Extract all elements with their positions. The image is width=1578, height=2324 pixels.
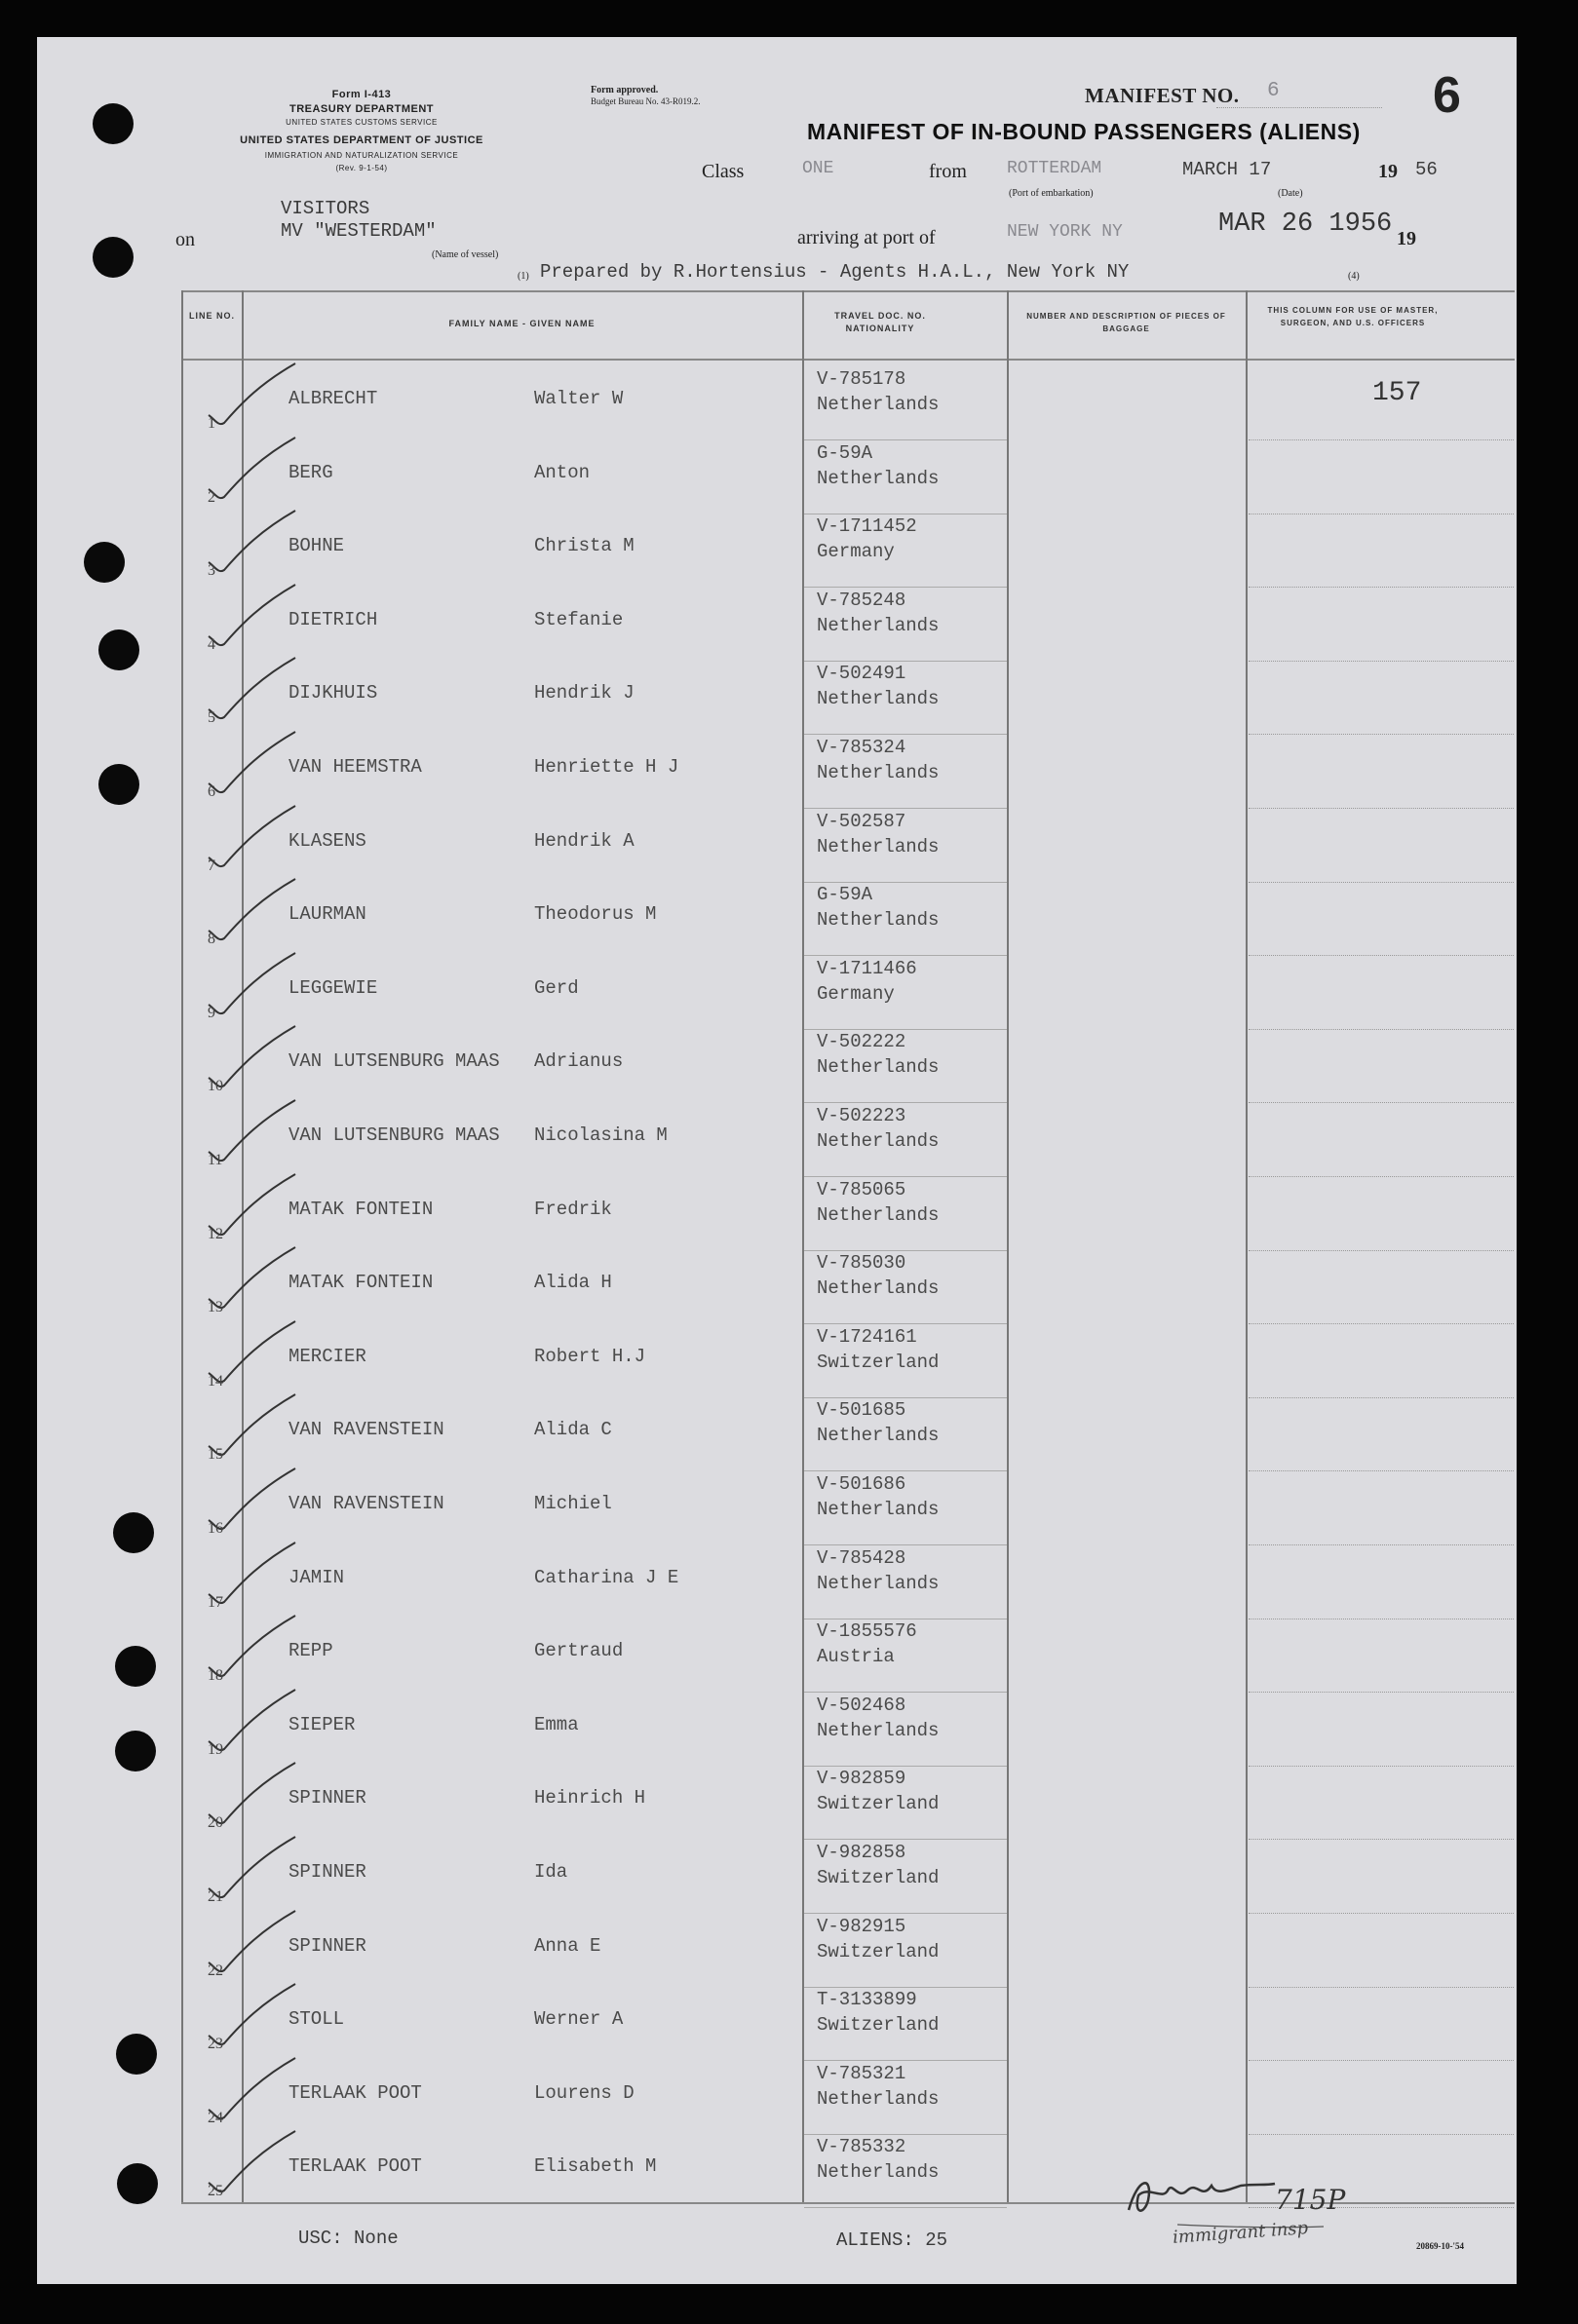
arrival-date: MARCH 17 [1182, 159, 1272, 180]
nationality: Netherlands [817, 1425, 940, 1447]
family-name: DIJKHUIS [289, 682, 378, 705]
table-row [37, 1397, 1517, 1471]
budget-bureau: Budget Bureau No. 43-R019.2. [591, 96, 701, 106]
form-code: 20869-10-'54 [1416, 2241, 1464, 2251]
line-number: 9 [208, 1004, 215, 1021]
travel-doc [817, 1029, 939, 1080]
given-name: Stefanie [534, 608, 624, 630]
travel-doc [817, 2061, 939, 2112]
nationality: Netherlands [817, 835, 940, 857]
given-name: Alida C [534, 1419, 612, 1441]
prepared-by: Prepared by R.Hortensius - Agents H.A.L., New York NY [540, 261, 1130, 283]
given-name: Henriette H J [534, 756, 679, 778]
aliens-count: ALIENS: 25 [836, 2229, 948, 2251]
given-name: Anton [534, 461, 591, 483]
family-name: LAURMAN [289, 903, 366, 926]
year-prefix: 19 [1378, 161, 1398, 182]
line-number: 13 [208, 1299, 223, 1316]
visitors-label: VISITORS [281, 198, 370, 219]
form-approved: Form approved. [591, 85, 659, 95]
given-name: Walter W [534, 388, 624, 409]
line-number: 19 [208, 1740, 223, 1758]
family-name: MERCIER [289, 1345, 366, 1367]
given-name: Elisabeth M [534, 2155, 657, 2178]
family-name: SPINNER [289, 1787, 366, 1810]
given-name: Alida H [534, 1272, 612, 1294]
given-name: Michiel [534, 1493, 612, 1514]
table-row [37, 588, 1517, 662]
line-number: 15 [208, 1446, 223, 1464]
nationality: Netherlands [817, 1056, 940, 1079]
given-name: Robert H.J [534, 1345, 646, 1367]
table-row [37, 1840, 1517, 1914]
line-number: 12 [208, 1225, 223, 1242]
given-name: Adrianus [534, 1050, 624, 1073]
line-number: 5 [208, 709, 215, 727]
line-number: 18 [208, 1667, 223, 1685]
binder-hole-3 [84, 542, 125, 583]
family-name: VAN HEEMSTRA [289, 756, 422, 778]
travel-doc-number: V-1855576 [817, 1620, 917, 1643]
travel-doc [817, 514, 917, 564]
travel-doc [817, 1250, 939, 1301]
family-name: DIETRICH [289, 608, 378, 630]
travel-doc [817, 661, 939, 711]
travel-doc-number: V-982859 [817, 1768, 906, 1790]
given-name: Theodorus M [534, 903, 657, 926]
date-caption: (Date) [1278, 188, 1303, 199]
col-header-doc: TRAVEL DOC. NO. NATIONALITY [834, 311, 926, 333]
family-name: TERLAAK POOT [289, 2081, 422, 2104]
travel-doc-number: V-1711466 [817, 957, 917, 979]
family-name: MATAK FONTEIN [289, 1272, 434, 1294]
travel-doc-number: V-982858 [817, 1842, 906, 1863]
travel-doc-number: V-1724161 [817, 1325, 917, 1348]
travel-doc [817, 1103, 939, 1154]
given-name: Lourens D [534, 2081, 635, 2104]
travel-doc [817, 1471, 939, 1522]
customs-name: UNITED STATES CUSTOMS SERVICE [286, 118, 438, 127]
given-name: Catharina J E [534, 1566, 679, 1588]
nationality: Netherlands [817, 1277, 940, 1300]
arriving-label: arriving at port of [797, 227, 936, 248]
family-name: SPINNER [289, 1934, 366, 1957]
col-header-officers: THIS COLUMN FOR USE OF MASTER, SURGEON, AND U.S. OFFICERS [1267, 306, 1439, 327]
table-row [37, 1103, 1517, 1177]
manifest-number: 6 [1267, 80, 1280, 102]
nationality: Switzerland [817, 2014, 940, 2037]
travel-doc-number: V-785321 [817, 2062, 906, 2084]
line-number: 3 [208, 562, 215, 580]
table-row [37, 809, 1517, 883]
table-row [37, 1987, 1517, 2061]
family-name: STOLL [289, 2008, 345, 2031]
justice-name: UNITED STATES DEPARTMENT OF JUSTICE [240, 134, 483, 146]
line-number: 21 [208, 1888, 223, 1905]
header-bottom-rule [181, 359, 1515, 361]
on-label: on [175, 229, 195, 250]
arrival-stamp: MAR 26 1956 [1218, 210, 1393, 239]
class-label: Class [702, 161, 745, 182]
travel-doc [817, 1619, 917, 1669]
nationality: Netherlands [817, 1203, 940, 1226]
line-number: 2 [208, 488, 215, 506]
family-name: TERLAAK POOT [289, 2155, 422, 2178]
table-row [37, 1471, 1517, 1545]
line-number: 14 [208, 1372, 223, 1390]
table-row [37, 366, 1517, 440]
table-row [37, 1914, 1517, 1988]
line-number: 22 [208, 1962, 223, 1979]
family-name: LEGGEWIE [289, 976, 378, 999]
nationality: Netherlands [817, 394, 940, 415]
table-row [37, 1545, 1517, 1619]
nationality: Netherlands [817, 1130, 940, 1152]
travel-doc [817, 1693, 939, 1743]
travel-doc [817, 1840, 939, 1890]
nationality: Netherlands [817, 1719, 940, 1741]
line-number: 23 [208, 2036, 223, 2053]
travel-doc [817, 1545, 939, 1596]
given-name: Gertraud [534, 1640, 624, 1662]
travel-doc [817, 1397, 939, 1448]
binder-hole-10 [117, 2163, 158, 2204]
vessel-caption: (Name of vessel) [432, 249, 499, 260]
family-name: VAN RAVENSTEIN [289, 1419, 444, 1441]
binder-hole-2 [93, 237, 134, 278]
given-name: Werner A [534, 2008, 624, 2031]
port-caption: (Port of embarkation) [1009, 188, 1094, 199]
family-name: REPP [289, 1640, 333, 1662]
prepared-num-4: (4) [1348, 271, 1360, 282]
travel-doc-number: V-1711452 [817, 515, 917, 538]
table-row [37, 440, 1517, 514]
table-row [37, 661, 1517, 735]
line-number: 16 [208, 1520, 223, 1537]
from-label: from [929, 161, 967, 182]
nationality: Netherlands [817, 1572, 940, 1594]
signature-note: 715P [1275, 2184, 1346, 2216]
travel-doc-number: G-59A [817, 441, 873, 464]
line-number: 4 [208, 635, 215, 653]
given-name: Heinrich H [534, 1787, 646, 1810]
table-row [37, 514, 1517, 588]
travel-doc-number: V-502468 [817, 1694, 906, 1716]
row-rule-doc [804, 2207, 1007, 2208]
given-name: Anna E [534, 1934, 601, 1957]
family-name: SIEPER [289, 1713, 356, 1735]
family-name: MATAK FONTEIN [289, 1198, 434, 1220]
nationality: Netherlands [817, 467, 940, 489]
given-name: Ida [534, 1861, 568, 1883]
travel-doc-number: V-785248 [817, 589, 906, 611]
travel-doc [817, 1177, 939, 1228]
arriving-port: NEW YORK NY [1007, 222, 1123, 242]
nationality: Switzerland [817, 1867, 940, 1888]
table-row [37, 1619, 1517, 1693]
travel-doc-number: V-501685 [817, 1399, 906, 1422]
table-row [37, 1177, 1517, 1251]
travel-doc-number: V-785428 [817, 1546, 906, 1569]
from-value: ROTTERDAM [1007, 159, 1102, 178]
binder-hole-9 [116, 2034, 157, 2075]
given-name: Gerd [534, 976, 579, 999]
travel-doc-number: V-785324 [817, 737, 906, 758]
table-row [37, 1324, 1517, 1398]
table-row [37, 1693, 1517, 1767]
manifest-page [37, 37, 1517, 2284]
ins-name: IMMIGRATION AND NATURALIZATION SERVICE [264, 151, 459, 160]
line-number: 7 [208, 857, 215, 874]
vessel-name: MV "WESTERDAM" [281, 220, 437, 242]
col-header-line: LINE NO. [188, 311, 235, 321]
travel-doc-number: V-502222 [817, 1031, 906, 1053]
prepared-num-1: (1) [518, 271, 529, 282]
travel-doc [817, 1766, 939, 1816]
family-name: BERG [289, 461, 333, 483]
line-number: 24 [208, 2109, 223, 2126]
signature-caption: immigrant insp [1172, 2218, 1309, 2248]
binder-hole-1 [93, 103, 134, 144]
binder-hole-7 [115, 1646, 156, 1687]
nationality: Netherlands [817, 2087, 940, 2110]
department-name: TREASURY DEPARTMENT [289, 103, 435, 115]
table-row [37, 1250, 1517, 1324]
family-name: VAN RAVENSTEIN [289, 1493, 444, 1514]
travel-doc [817, 882, 939, 933]
travel-doc [817, 735, 939, 785]
travel-doc-number: V-785178 [817, 368, 906, 390]
travel-doc [817, 1987, 939, 2038]
table-row [37, 882, 1517, 956]
travel-doc-number: V-785065 [817, 1178, 906, 1200]
travel-doc-number: V-785332 [817, 2136, 906, 2158]
class-value: ONE [802, 159, 834, 178]
form-revision: (Rev. 9-1-54) [335, 164, 388, 172]
travel-doc [817, 809, 939, 859]
line-number: 11 [208, 1152, 223, 1168]
binder-hole-8 [115, 1731, 156, 1772]
travel-doc [817, 1914, 939, 1964]
family-name: KLASENS [289, 829, 366, 852]
travel-doc-number: T-3133899 [817, 1989, 917, 2011]
form-number: Form I-413 [331, 89, 392, 100]
table-row [37, 1029, 1517, 1103]
nationality: Netherlands [817, 762, 940, 783]
travel-doc [817, 440, 939, 491]
binder-hole-6 [113, 1512, 154, 1553]
travel-doc-number: V-982915 [817, 1915, 906, 1937]
travel-doc [817, 2134, 939, 2185]
travel-doc [817, 1324, 939, 1375]
nationality: Germany [817, 982, 895, 1005]
travel-doc-number: V-785030 [817, 1252, 906, 1275]
year-prefix-2: 19 [1397, 228, 1416, 249]
nationality: Switzerland [817, 1793, 940, 1815]
family-name: JAMIN [289, 1566, 345, 1588]
line-number: 20 [208, 1814, 223, 1832]
travel-doc-number: V-501686 [817, 1473, 906, 1495]
nationality: Netherlands [817, 688, 940, 710]
nationality: Netherlands [817, 1499, 940, 1520]
manifest-label: MANIFEST NO. [1085, 84, 1240, 107]
table-row [37, 956, 1517, 1030]
nationality: Netherlands [817, 909, 940, 932]
given-name: Hendrik A [534, 829, 635, 852]
nationality: Germany [817, 541, 895, 563]
year-value: 56 [1415, 159, 1438, 180]
travel-doc [817, 366, 939, 417]
col-header-baggage: NUMBER AND DESCRIPTION OF PIECES OF BAGGAGE [1026, 312, 1226, 333]
manifest-title: MANIFEST OF IN-BOUND PASSENGERS (ALIENS) [807, 119, 1361, 144]
nationality: Austria [817, 1646, 895, 1668]
family-name: VAN LUTSENBURG MAAS [289, 1124, 500, 1146]
officer-note: 157 [1372, 378, 1422, 408]
col-header-name: FAMILY NAME - GIVEN NAME [448, 319, 596, 328]
travel-doc-number: V-502223 [817, 1105, 906, 1126]
line-number: 6 [208, 783, 215, 800]
travel-doc-number: G-59A [817, 884, 873, 906]
given-name: Christa M [534, 535, 635, 557]
line-number: 8 [208, 931, 215, 948]
line-number: 17 [208, 1593, 223, 1611]
given-name: Nicolasina M [534, 1124, 668, 1146]
travel-doc-number: V-502587 [817, 810, 906, 832]
nationality: Netherlands [817, 2161, 940, 2184]
family-name: ALBRECHT [289, 388, 378, 409]
line-number: 10 [208, 1078, 223, 1095]
line-number: 1 [208, 415, 215, 432]
travel-doc [817, 588, 939, 638]
nationality: Switzerland [817, 1351, 940, 1373]
given-name: Fredrik [534, 1198, 612, 1220]
travel-doc-number: V-502491 [817, 663, 906, 685]
travel-doc [817, 956, 917, 1007]
table-row [37, 735, 1517, 809]
binder-hole-5 [98, 764, 139, 805]
nationality: Switzerland [817, 1940, 940, 1962]
nationality: Netherlands [817, 614, 940, 636]
given-name: Hendrik J [534, 682, 635, 705]
binder-hole-4 [98, 629, 139, 670]
manifest-underline [1216, 107, 1382, 108]
usc-count: USC: None [298, 2228, 399, 2249]
family-name: SPINNER [289, 1861, 366, 1883]
given-name: Emma [534, 1713, 579, 1735]
table-row [37, 1766, 1517, 1840]
family-name: VAN LUTSENBURG MAAS [289, 1050, 500, 1073]
table-row [37, 2061, 1517, 2135]
table-top-rule [181, 290, 1515, 292]
line-number: 25 [208, 2183, 223, 2200]
corner-number: 6 [1433, 67, 1461, 124]
family-name: BOHNE [289, 535, 345, 557]
